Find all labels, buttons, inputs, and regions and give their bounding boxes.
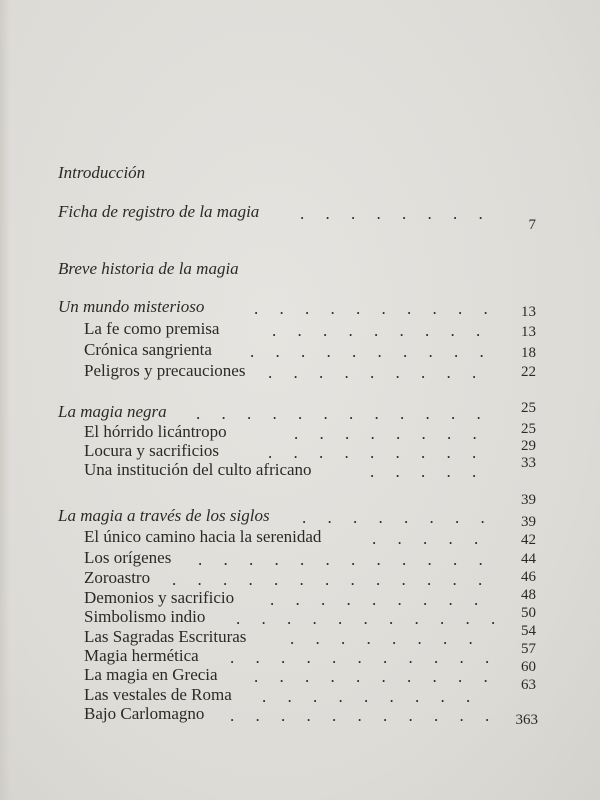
leader-dots: . . . . . . . . . . . . . [172, 570, 483, 589]
leader-dots: . . . . . [372, 529, 479, 548]
leader-dots: . . . . . . . . . . [254, 667, 488, 686]
page-number-locura: 29 [521, 438, 536, 454]
page-number-cronica: 18 [521, 345, 536, 361]
page-number-siglos: 39 [521, 514, 536, 530]
entry-cronica: Crónica sangrienta [84, 340, 212, 359]
entry-fe: La fe como premisa [84, 319, 220, 338]
entry-demonios: Demonios y sacrificio [84, 588, 235, 607]
page-number-origenes: 44 [521, 551, 536, 567]
entry-escrituras: Las Sagradas Escrituras [84, 627, 247, 646]
entry-origenes: Los orígenes [84, 548, 172, 567]
page-number-simbolismo: 50 [521, 605, 536, 621]
leader-dots: . . . . . . . . . . . [230, 648, 490, 667]
leader-dots: . . . . . . . . . [268, 363, 477, 382]
page-number-carlomagno: 363 [515, 712, 538, 728]
entry-vestales: Las vestales de Roma [84, 685, 232, 704]
entry-licantropo: El hórrido licántropo [84, 422, 227, 441]
entry-zoroastro: Zoroastro [84, 568, 151, 587]
leader-dots: . . . . . . . . [294, 424, 477, 443]
page-number-unico: 42 [521, 532, 536, 548]
leader-dots: . . . . . . . . [300, 204, 483, 223]
page-number-demonios: 48 [521, 587, 536, 603]
page-number-peligros: 22 [521, 364, 536, 380]
entry-locura: Locura y sacrificios [84, 441, 219, 460]
page-number-zoroastro: 46 [521, 569, 536, 585]
entry-siglos: La magia a través de los siglos [58, 506, 270, 525]
leader-dots: . . . . . . . . . [270, 590, 479, 609]
leader-dots: . . . . . . . . . [272, 321, 481, 340]
entry-hermetica: Magia hermética [84, 646, 199, 665]
page-number-escrituras: 54 [521, 623, 536, 639]
leader-dots: . . . . . . . . [302, 508, 485, 527]
page-number-ficha: 7 [528, 217, 536, 233]
page-number-grecia: 60 [521, 659, 536, 675]
leader-dots: . . . . . . . . . . . [230, 706, 490, 725]
heading-breve: Breve historia de la magia [58, 259, 239, 278]
page-number-extra: 39 [521, 492, 536, 508]
entry-ficha: Ficha de registro de la magia [58, 202, 260, 221]
page-number-institucion: 33 [521, 455, 536, 471]
entry-mundo: Un mundo misterioso [58, 297, 205, 316]
page-number-fe: 13 [521, 324, 536, 340]
page-number-negra: 25 [521, 400, 536, 416]
entry-peligros: Peligros y precauciones [84, 361, 246, 380]
entry-carlomagno: Bajo Carlomagno [84, 704, 205, 723]
leader-dots: . . . . . . . . . [268, 443, 477, 462]
leader-dots: . . . . . . . . . [262, 687, 471, 706]
page-number-licantropo: 25 [521, 421, 536, 437]
leader-dots: . . . . . . . . . . . . [198, 550, 483, 569]
entry-institucion: Una institución del culto africano [84, 460, 312, 479]
page-edge-shadow [0, 0, 10, 800]
page-number-vestales: 63 [521, 677, 536, 693]
page-number-mundo: 13 [521, 304, 536, 320]
leader-dots: . . . . . . . . . . . . [196, 404, 481, 423]
page-number-hermetica: 57 [521, 641, 536, 657]
entry-simbolismo: Simbolismo indio [84, 607, 206, 626]
leader-dots: . . . . . . . . . . [250, 342, 484, 361]
heading-introduccion: Introducción [58, 163, 146, 182]
leader-dots: . . . . . . . . . . . [236, 609, 496, 628]
entry-grecia: La magia en Grecia [84, 665, 218, 684]
entry-negra: La magia negra [58, 402, 167, 421]
leader-dots: . . . . . [370, 462, 477, 481]
entry-unico: El único camino hacia la serenidad [84, 527, 322, 546]
leader-dots: . . . . . . . . [290, 629, 473, 648]
leader-dots: . . . . . . . . . . [254, 299, 488, 318]
